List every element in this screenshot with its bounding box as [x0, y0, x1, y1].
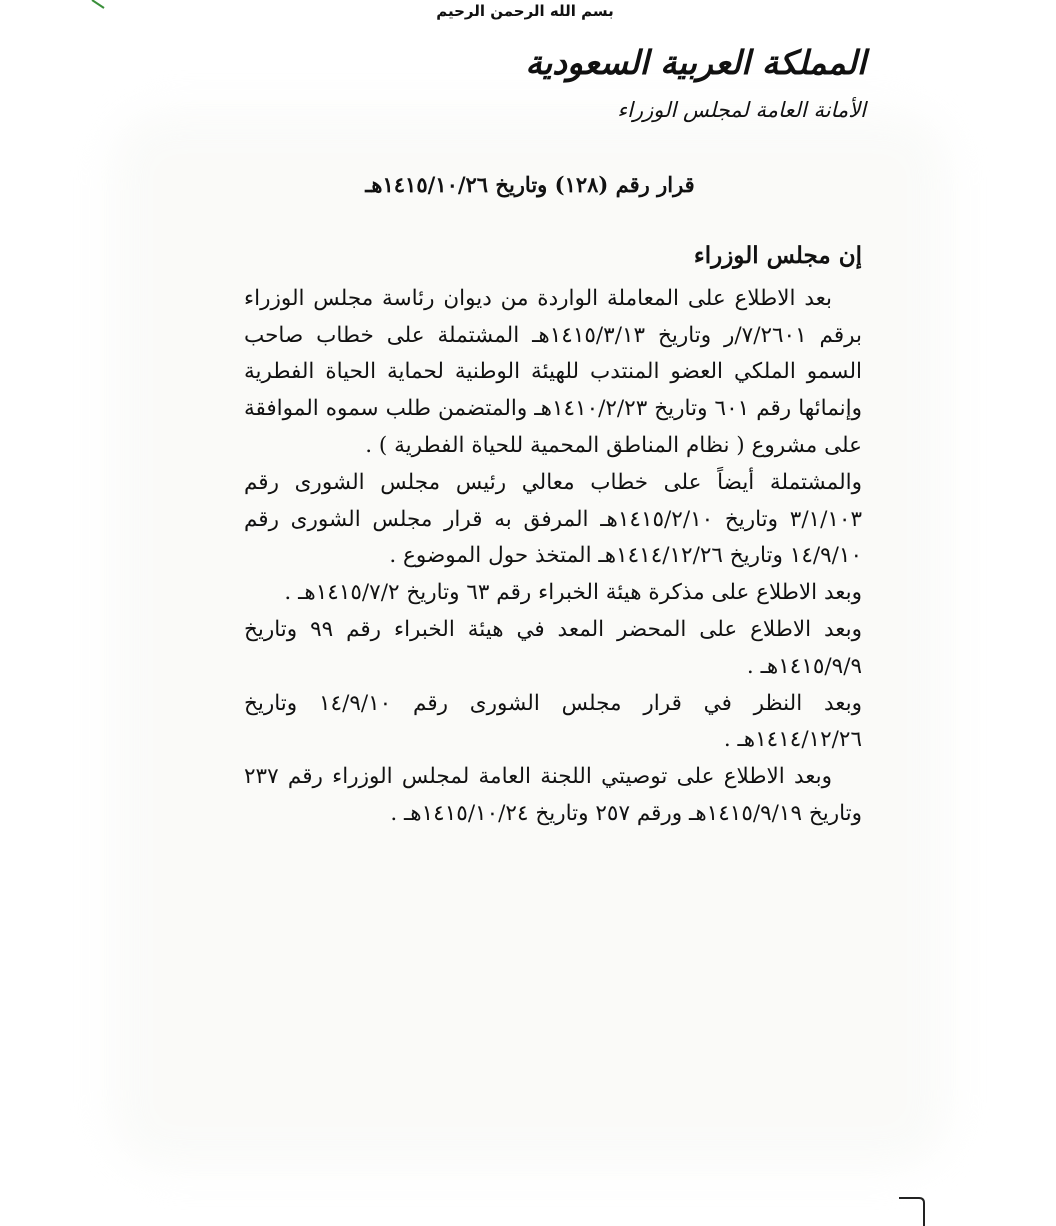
corner-bracket-icon: [897, 1194, 927, 1226]
letterhead: [525, 38, 866, 130]
decision-title: قرار رقم (١٢٨) وتاريخ ١٤١٥/١٠/٢٦هـ: [365, 172, 695, 197]
paragraph-experts-memo: وبعد الاطلاع على مذكرة هيئة الخبراء رقم ٦٣ وتاريخ ١٤١٥/٧/٢هـ .: [284, 580, 862, 606]
kingdom-title: المملكة العربية السعودية: [525, 43, 866, 82]
basmala: بسم الله الرحمن الرحيم: [436, 2, 614, 20]
corner-mark-icon: [0, 0, 120, 14]
paragraph-experts-minutes: وبعد الاطلاع على المحضر المعد في هيئة الخبراء رقم ٩٩ وتاريخ ١٤١٥/٩/٩هـ .: [244, 616, 863, 679]
decision-body: [244, 238, 862, 833]
paragraph-review-transaction: بعد الاطلاع على المعاملة الواردة من ديوان رئاسة مجلس الوزراء برقم ٧/٢٦٠١/ر وتاريخ ١٤١٥/٣/١٣هـ المشتملة على خطاب صاحب السمو الملكي العضو المنتدب للهيئة الوطنية لحماية الحياة الفطرية وإنمائها رقم ٦٠١ وتاريخ ١٤١٠/٢/٢٣هـ والمتضمن طلب سموه الموافقة على مشروع ( نظام المناطق المحمية للحياة الفطرية ) .: [244, 285, 862, 458]
secretariat-title: الأمانة العامة لمجلس الوزراء: [617, 98, 866, 122]
council-heading: إن مجلس الوزراء: [693, 242, 862, 269]
paragraph-shura-letter: والمشتملة أيضاً على خطاب معالي رئيس مجلس الشورى رقم ٣/١/١٠٣ وتاريخ ١٤١٥/٢/١٠هـ المرفق به قرار مجلس الشورى رقم ١٤/٩/١٠ وتاريخ ١٤١٤/١٢/٢٦هـ المتخذ حول الموضوع .: [244, 469, 862, 569]
paragraph-shura-decision: وبعد النظر في قرار مجلس الشورى رقم ١٤/٩/١٠ وتاريخ ١٤١٤/١٢/٢٦هـ .: [244, 690, 863, 753]
paragraph-committee-recommendations: وبعد الاطلاع على توصيتي اللجنة العامة لمجلس الوزراء رقم ٢٣٧ وتاريخ ١٤١٥/٩/١٩هـ ورقم ٢٥٧ وتاريخ ١٤١٥/١٠/٢٤هـ .: [244, 764, 862, 826]
